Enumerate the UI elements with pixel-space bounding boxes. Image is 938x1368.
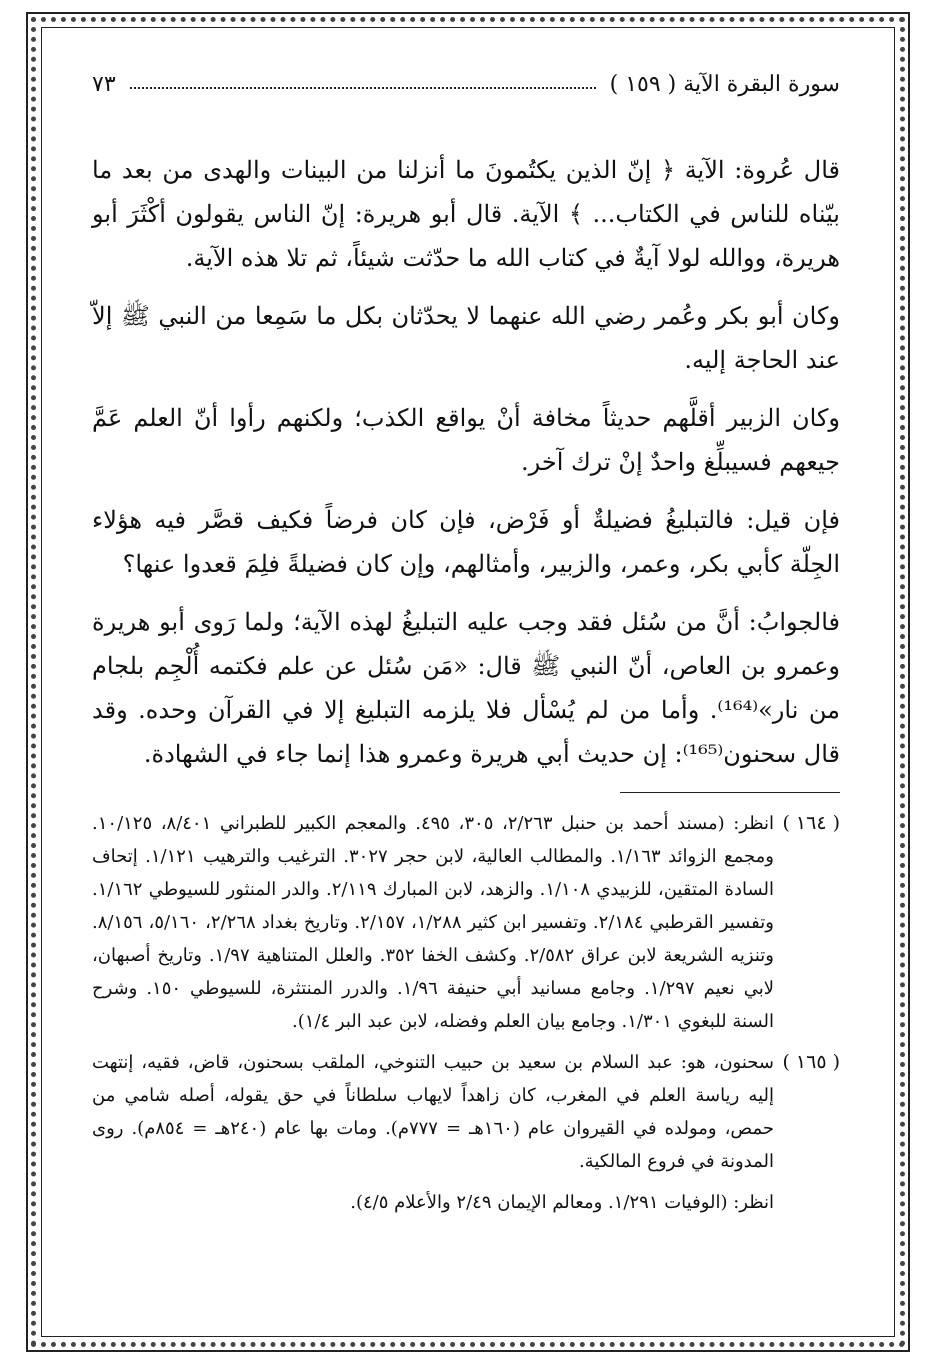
- footnote-165-references: انظر: (الوفيات ١/٢٩١. ومعالم الإيمان ٢/٤٩ والأعلام ٤/٥).: [350, 1192, 774, 1213]
- footnote-number: ( ١٦٥ ): [782, 1051, 840, 1073]
- paragraph-4: فإن قيل: فالتبليغُ فضيلةٌ أو فَرْض، فإن كان فرضاً فكيف قصَّر فيه هؤلاء الجِلّة كأبي بكر، وعمر، والزبير، وأمثالهم، وإن كان فضيلةً فلِمَ قعدوا عنها؟: [92, 506, 840, 578]
- header-surah-title: سورة البقرة الآية ( ١٥٩ ): [609, 71, 840, 97]
- main-text: [92, 148, 840, 776]
- footnote-164: [92, 807, 840, 1038]
- footnote-text: انظر: (مسند أحمد بن حنبل ٢/٢٦٣، ٣٠٥، ٤٩٥. والمعجم الكبير للطبراني ٨/٤٠١، ١٠/١٢٥. ومجمع الزوائد ١/١٦٣. والمطالب العالية، لابن حجر ٣٠٢٧. الترغيب والترهيب ١/١٢١. إتحاف السادة المتقين، للزبيدي ١/١٠٨. والزهد، لابن المبارك ٢/١١٩. والدر المنثور للسيوطي ١/١٦٢. وتفسير القرطبي ٢/١٨٤. وتفسير ابن كثير ١/٢٨٨، ٢/١٥٧. وتاريخ بغداد ٢/٢٦٨، ٥/١٦٠، ٨/١٥٦. وتنزيه الشريعة لابن عراق ٢/٥٨٢. وكشف الخفا ٣٥٢. والعلل المتناهية ١/٩٧. وتاريخ أصبهان، لابي نعيم ١/٢٩٧. وجامع مسانيد أبي حنيفة ١/٩٦. والدرر المنتثرة، للسيوطي ١٥٠. وشرح السنة للبغوي ١/٣٠١. وجامع بيان العلم وفضله، لابن عبد البر ١/٤).: [92, 813, 775, 1032]
- paragraph-1: قال عُروة: الآية ﴿ إنّ الذين يكتُمونَ ما أنزلنا من البينات والهدى من بعد ما بيّناه للناس في الكتاب... ﴾ الآية. قال أبو هريرة: إنّ الناس يقولون أكْثَرَ أبو هريرة، ووالله لولا آيةٌ في كتاب الله ما حدّثت شيئاً، ثم تلا هذه الآية.: [92, 156, 840, 272]
- page-number: ٧٣: [92, 71, 116, 97]
- book-page: [92, 64, 840, 1314]
- footnote-separator: [620, 792, 840, 793]
- running-header: [92, 64, 840, 104]
- footnote-165: [92, 1046, 840, 1178]
- header-dot-leader: [130, 87, 596, 89]
- paragraph-5: فالجوابُ: أنَّ من سُئل فقد وجب عليه التبليغُ لهذه الآية؛ ولما رَوى أبو هريرة وعمرو بن العاص، أنّ النبي ﷺ قال: «مَن سُئل عن علم فكتمه أُلْجِم بلجام من نار»⁽¹⁶⁴⁾. وأما من لم يُسْأل فلا يلزمه التبليغ إلا في القرآن وحده. وقد قال سحنون⁽¹⁶⁵⁾: إن حديث أبي هريرة وعمرو هذا إنما جاء في الشهادة.: [92, 608, 840, 768]
- footnote-text: سحنون، هو: عبد السلام بن سعيد بن حبيب التنوخي، الملقب بسحنون، قاض، فقيه، إنتهت إليه رياسة العلم في المغرب، كان زاهداً لايهاب سلطاناً في حق يقوله، أصله شامي من حمص، ومولده في القيروان عام (١٦٠هـ = ٧٧٧م). ومات بها عام (٢٤٠هـ = ٨٥٤م). روى المدونة في فروع المالكية.: [92, 1052, 774, 1172]
- paragraph-2: وكان أبو بكر وعُمر رضي الله عنهما لا يحدّثان بكل ما سَمِعا من النبي ﷺ إلاّ عند الحاجة إليه.: [92, 302, 840, 374]
- footnotes: [92, 807, 840, 1219]
- paragraph-3: وكان الزبير أقلَّهم حديثاً مخافة أنْ يواقع الكذب؛ ولكنهم رأوا أنّ العلم عَمَّ جيعهم فسيبلِّغ واحدٌ إنْ ترك آخر.: [92, 404, 840, 476]
- footnote-number: ( ١٦٤ ): [782, 812, 840, 834]
